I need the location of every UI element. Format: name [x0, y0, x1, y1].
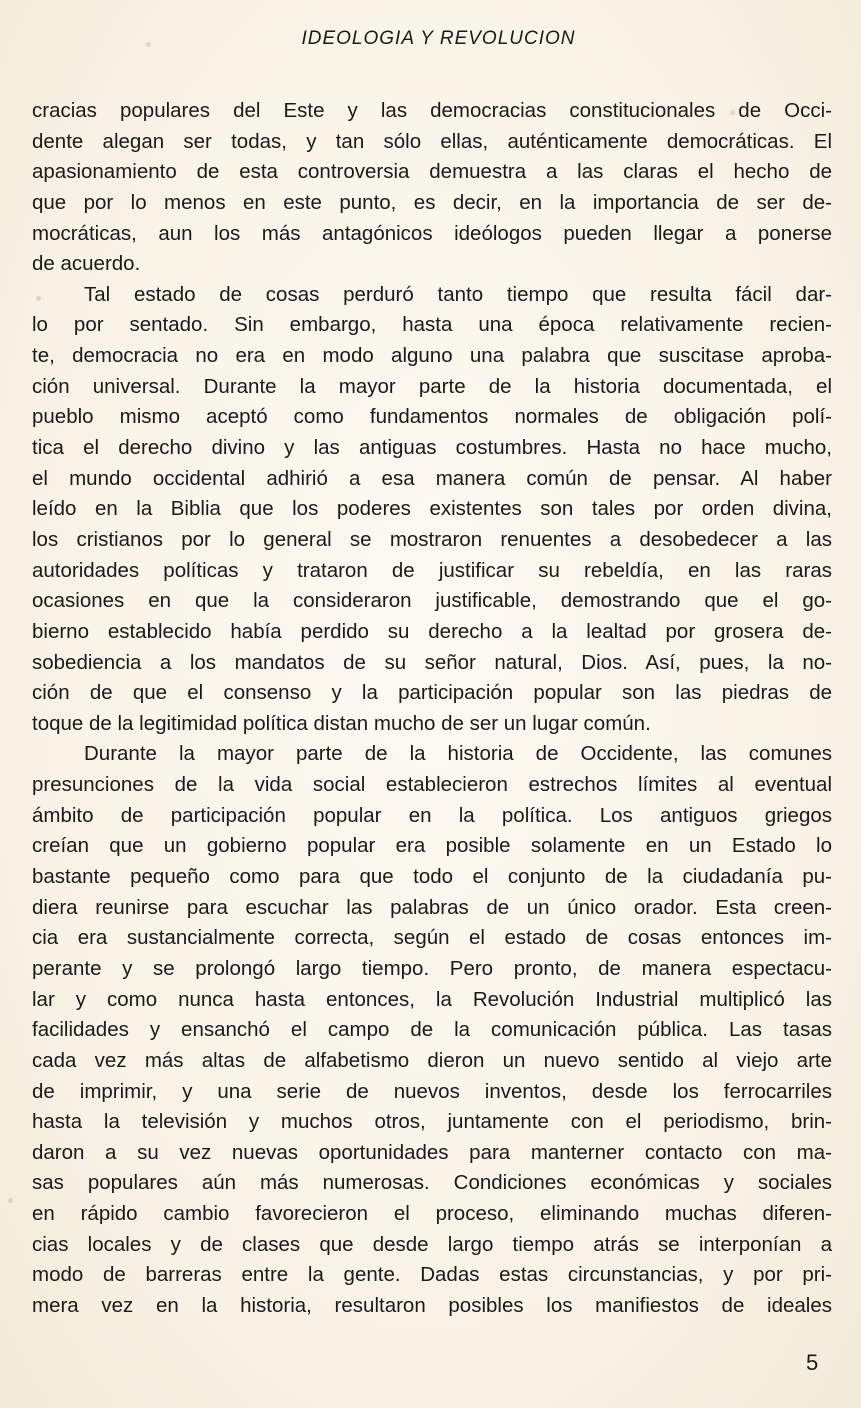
paper-speck: [8, 1198, 13, 1203]
text-line: lar y como nunca hasta entonces, la Revolución Industrial multiplicó las: [32, 987, 832, 1011]
page-number: 5: [806, 1350, 819, 1375]
text-line: autoridades políticas y trataron de justificar su rebeldía, en las raras: [32, 558, 832, 582]
text-line: facilidades y ensanchó el campo de la comunicación pública. Las tasas: [32, 1018, 832, 1042]
text-line: tica el derecho divino y las antiguas costumbres. Hasta no hace mucho,: [32, 436, 832, 460]
text-line: el mundo occidental adhirió a esa manera común de pensar. Al haber: [32, 466, 832, 490]
text-line: cada vez más altas de alfabetismo dieron un nuevo sentido al viejo arte: [32, 1048, 832, 1072]
text-line: ámbito de participación popular en la política. Los antiguos griegos: [32, 803, 832, 827]
text-line: daron a su vez nuevas oportunidades para manterner contacto con ma-: [32, 1140, 832, 1164]
text-line: hasta la televisión y muchos otros, juntamente con el periodismo, brin-: [32, 1110, 832, 1134]
text-line: cias locales y de clases que desde largo tiempo atrás se interponían a: [32, 1232, 832, 1256]
text-line: ción de que el consenso y la participación popular son las piedras de: [32, 681, 832, 705]
text-line: los cristianos por lo general se mostraron renuentes a desobedecer a las: [32, 527, 832, 551]
text-line: leído en la Biblia que los poderes existentes son tales por orden divina,: [32, 497, 832, 521]
text-line: pueblo mismo aceptó como fundamentos normales de obligación polí-: [32, 405, 832, 429]
text-line: de imprimir, y una serie de nuevos inventos, desde los ferrocarriles: [32, 1079, 832, 1103]
body-text: [32, 96, 832, 1322]
text-line: Durante la mayor parte de la historia de Occidente, las comunes: [84, 742, 832, 766]
text-line: que por lo menos en este punto, es decir, en la importancia de ser de-: [32, 190, 832, 214]
text-line: bastante pequeño como para que todo el conjunto de la ciudadanía pu-: [32, 865, 832, 889]
running-head-title: IDEOLOGIA Y REVOLUCION: [301, 28, 576, 49]
text-line: bierno establecido había perdido su derecho a la lealtad por grosera de-: [32, 619, 832, 643]
text-line: ción universal. Durante la mayor parte de la historia documentada, el: [32, 374, 832, 398]
text-line: cia era sustancialmente correcta, según el estado de cosas entonces im-: [32, 926, 832, 950]
text-line: apasionamiento de esta controversia demuestra a las claras el hecho de: [32, 160, 832, 184]
text-line: en rápido cambio favorecieron el proceso, eliminando muchas diferen-: [32, 1202, 832, 1226]
text-line: te, democracia no era en modo alguno una palabra que suscitase aproba-: [32, 344, 832, 368]
text-line: mera vez en la historia, resultaron posibles los manifiestos de ideales: [32, 1293, 832, 1317]
text-line: de acuerdo.: [32, 252, 141, 276]
text-line: toque de la legitimidad política distan mucho de ser un lugar común.: [32, 711, 651, 735]
text-line: presunciones de la vida social establecieron estrechos límites al eventual: [32, 773, 832, 797]
text-line: creían que un gobierno popular era posible solamente en un Estado lo: [32, 834, 832, 858]
text-line: cracias populares del Este y las democracias constitucionales de Occi-: [32, 99, 832, 122]
text-line: sas populares aún más numerosas. Condiciones económicas y sociales: [32, 1171, 832, 1195]
text-line: dente alegan ser todas, y tan sólo ellas, auténticamente democráticas. El: [32, 129, 832, 153]
text-line: diera reunirse para escuchar las palabras de un único orador. Esta creen-: [32, 895, 832, 919]
text-line: mocráticas, aun los más antagónicos ideólogos pueden llegar a ponerse: [32, 221, 832, 245]
text-line: Tal estado de cosas perduró tanto tiempo que resulta fácil dar-: [84, 282, 832, 306]
text-line: sobediencia a los mandatos de su señor natural, Dios. Así, pues, la no-: [32, 650, 832, 674]
text-line: perante y se prolongó largo tiempo. Pero pronto, de manera espectacu-: [32, 956, 832, 980]
text-line: modo de barreras entre la gente. Dadas estas circunstancias, y por pri-: [32, 1263, 832, 1287]
text-line: ocasiones en que la consideraron justificable, demostrando que el go-: [32, 589, 832, 613]
text-line: lo por sentado. Sin embargo, hasta una época relativamente recien-: [32, 313, 832, 337]
